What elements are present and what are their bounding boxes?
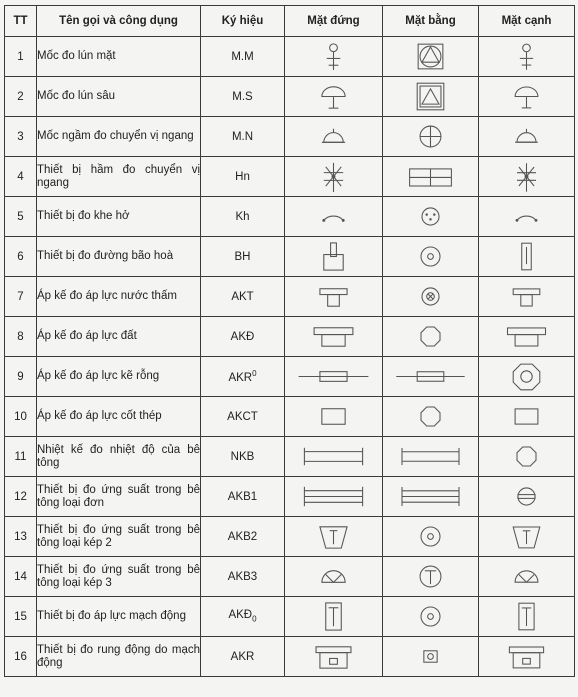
symbol-front-cell [285,117,383,157]
symbol-side-cell [479,637,575,677]
row-code-text: AKĐ [230,330,255,343]
header-plan: Mặt bằng [383,6,479,37]
row-number: 2 [5,77,37,117]
row-code [201,117,285,157]
symbol-plan-cell [383,557,479,597]
row-code [201,477,285,517]
symbol-table [4,5,575,677]
triangle-in-square-icon [383,78,478,115]
row-number: 1 [5,37,37,77]
row-name: Áp kế đo áp lực nước thấm [37,277,201,317]
row-code [201,557,285,597]
symbol-front-cell [285,437,383,477]
table-row [5,237,575,277]
symbol-side-cell [479,77,575,117]
row-code-text: AKB1 [227,490,258,503]
symbol-side-cell [479,517,575,557]
bar-three-lines-icon [383,478,478,515]
arc-icon [479,198,574,235]
symbol-side-cell [479,597,575,637]
row-name: Mốc đo lún sâu [37,77,201,117]
table-row [5,317,575,357]
symbol-front-cell [285,237,383,277]
row-code-text: Hn [235,170,250,183]
circle-x-icon [383,278,478,315]
table-row [5,157,575,197]
row-code-text: AKĐ [228,609,253,622]
t-cap-icon [479,278,574,315]
table-row [5,597,575,637]
symbol-side-cell [479,157,575,197]
row-number: 8 [5,317,37,357]
table-row [5,517,575,557]
rod-box-icon [383,358,478,395]
rect-split-icon [383,158,478,195]
double-octagon-icon [479,358,574,395]
symbol-front-cell [285,517,383,557]
tripod-cross-icon [285,158,382,195]
row-name: Thiết bị đo ứng suất trong bê tông loại kép 2 [37,517,201,557]
row-code-text: AKB3 [227,570,258,583]
header-front: Mặt đứng [285,6,383,37]
rect-icon [479,398,574,435]
row-number: 6 [5,237,37,277]
table-row [5,117,575,157]
symbol-side-cell [479,197,575,237]
symbol-side-cell [479,477,575,517]
row-number: 9 [5,357,37,397]
row-code [201,317,285,357]
header-tt: TT [5,6,37,37]
row-name: Thiết bị đo đường bão hoà [37,237,201,277]
double-circle-icon [383,598,478,635]
symbol-plan-cell [383,37,479,77]
row-number: 11 [5,437,37,477]
symbol-front-cell [285,317,383,357]
row-name: Thiết bị đo áp lực mạch động [37,597,201,637]
row-code [201,437,285,477]
row-code [201,77,285,117]
symbol-plan-cell [383,357,479,397]
row-number: 7 [5,277,37,317]
row-number: 10 [5,397,37,437]
cap-box-icon [285,638,382,675]
row-code [201,597,285,637]
circle-cross-icon [383,118,478,155]
row-name: Áp kế đo áp lực kẽ rỗng [37,357,201,397]
table-row [5,77,575,117]
symbol-plan-cell [383,277,479,317]
row-code-text: M.M [231,50,254,63]
symbol-plan-cell [383,477,479,517]
symbol-front-cell [285,637,383,677]
trapezoid-t-icon [479,518,574,555]
table-row [5,197,575,237]
trapezoid-t-icon [285,518,382,555]
dome-base-icon [285,118,382,155]
row-code-text: AKR [230,650,255,663]
symbol-plan-cell [383,157,479,197]
symbol-front-cell [285,157,383,197]
tall-t-icon [285,598,382,635]
small-circle-dots-icon [383,198,478,235]
row-name: Thiết bị đo ứng suất trong bê tông loại đơn [37,477,201,517]
symbol-side-cell [479,357,575,397]
symbol-plan-cell [383,77,479,117]
arc-icon [285,198,382,235]
row-code-text: M.S [232,90,253,103]
row-name: Nhiệt kế đo nhiệt độ của bê tông [37,437,201,477]
symbol-plan-cell [383,317,479,357]
circle-bar-icon [479,478,574,515]
cup-tube-icon [285,238,382,275]
symbol-plan-cell [383,637,479,677]
row-name: Áp kế đo áp lực cốt thép [37,397,201,437]
symbol-side-cell [479,37,575,77]
double-circle-icon [383,518,478,555]
row-number: 14 [5,557,37,597]
row-name: Thiết bị đo ứng suất trong bê tông loại kép 3 [37,557,201,597]
row-number: 16 [5,637,37,677]
symbol-side-cell [479,317,575,357]
row-code-text: Kh [235,210,250,223]
symbol-front-cell [285,357,383,397]
symbol-front-cell [285,597,383,637]
header-row [5,6,575,37]
narrow-tube-icon [479,238,574,275]
symbol-front-cell [285,477,383,517]
row-name: Thiết bị đo rung động do mạch động [37,637,201,677]
header-code: Ký hiệu [201,6,285,37]
symbol-plan-cell [383,397,479,437]
row-number: 3 [5,117,37,157]
table-row [5,477,575,517]
bar-two-lines-icon [383,438,478,475]
symbol-side-cell [479,397,575,437]
row-number: 12 [5,477,37,517]
circle-t-icon [383,558,478,595]
row-number: 5 [5,197,37,237]
row-code [201,237,285,277]
symbol-front-cell [285,37,383,77]
row-code-text: BH [234,250,251,263]
row-code-text: AKR [228,371,253,384]
symbol-plan-cell [383,437,479,477]
row-code-text: AKB2 [227,530,258,543]
square-circle-icon [383,638,478,675]
circle-triangle-square-icon [383,38,478,75]
symbol-plan-cell [383,517,479,557]
anchor-flag-icon [479,38,574,75]
row-code [201,397,285,437]
rod-box-icon [285,358,382,395]
wide-cap-icon [479,318,574,355]
row-name: Thiết bị hầm đo chuyển vị ngang [37,157,201,197]
mushroom-icon [285,78,382,115]
symbol-front-cell [285,397,383,437]
half-circle-v-icon [479,558,574,595]
table-row [5,637,575,677]
row-code-subscript: 0 [252,614,257,624]
table-row [5,37,575,77]
row-code [201,197,285,237]
row-code [201,637,285,677]
octagon-icon [479,438,574,475]
row-code [201,517,285,557]
dome-base-icon [479,118,574,155]
row-number: 4 [5,157,37,197]
row-name: Áp kế đo áp lực đất [37,317,201,357]
row-code-text: NKB [230,450,255,463]
symbol-plan-cell [383,597,479,637]
row-code [201,157,285,197]
octagon-icon [383,398,478,435]
double-circle-icon [383,238,478,275]
header-side: Mặt cạnh [479,6,575,37]
row-code-superscript: 0 [252,369,257,379]
tall-t-icon [479,598,574,635]
wide-cap-icon [285,318,382,355]
table-row [5,277,575,317]
table-row [5,397,575,437]
anchor-flag-icon [285,38,382,75]
row-code-text: AKCT [227,410,258,423]
header-name: Tên gọi và công dụng [37,6,201,37]
symbol-front-cell [285,277,383,317]
row-code-text: AKT [231,290,254,303]
symbol-plan-cell [383,237,479,277]
row-code-text: M.N [231,130,254,143]
symbol-plan-cell [383,197,479,237]
symbol-side-cell [479,437,575,477]
rect-icon [285,398,382,435]
row-number: 15 [5,597,37,637]
symbol-plan-cell [383,117,479,157]
row-code [201,277,285,317]
row-name: Mốc đo lún mặt [37,37,201,77]
row-name: Mốc ngầm đo chuyển vị ngang [37,117,201,157]
symbol-side-cell [479,117,575,157]
symbol-side-cell [479,557,575,597]
bar-three-lines-icon [285,478,382,515]
cap-box-icon [479,638,574,675]
symbol-side-cell [479,277,575,317]
tripod-cross-icon [479,158,574,195]
symbol-front-cell [285,557,383,597]
bar-two-lines-icon [285,438,382,475]
table-row [5,357,575,397]
row-code [201,37,285,77]
row-name: Thiết bị đo khe hở [37,197,201,237]
table-row [5,557,575,597]
half-circle-v-icon [285,558,382,595]
symbol-front-cell [285,197,383,237]
row-number: 13 [5,517,37,557]
row-code [201,357,285,397]
table-row [5,437,575,477]
t-cap-icon [285,278,382,315]
mushroom-icon [479,78,574,115]
symbol-front-cell [285,77,383,117]
symbol-side-cell [479,237,575,277]
octagon-icon [383,318,478,355]
